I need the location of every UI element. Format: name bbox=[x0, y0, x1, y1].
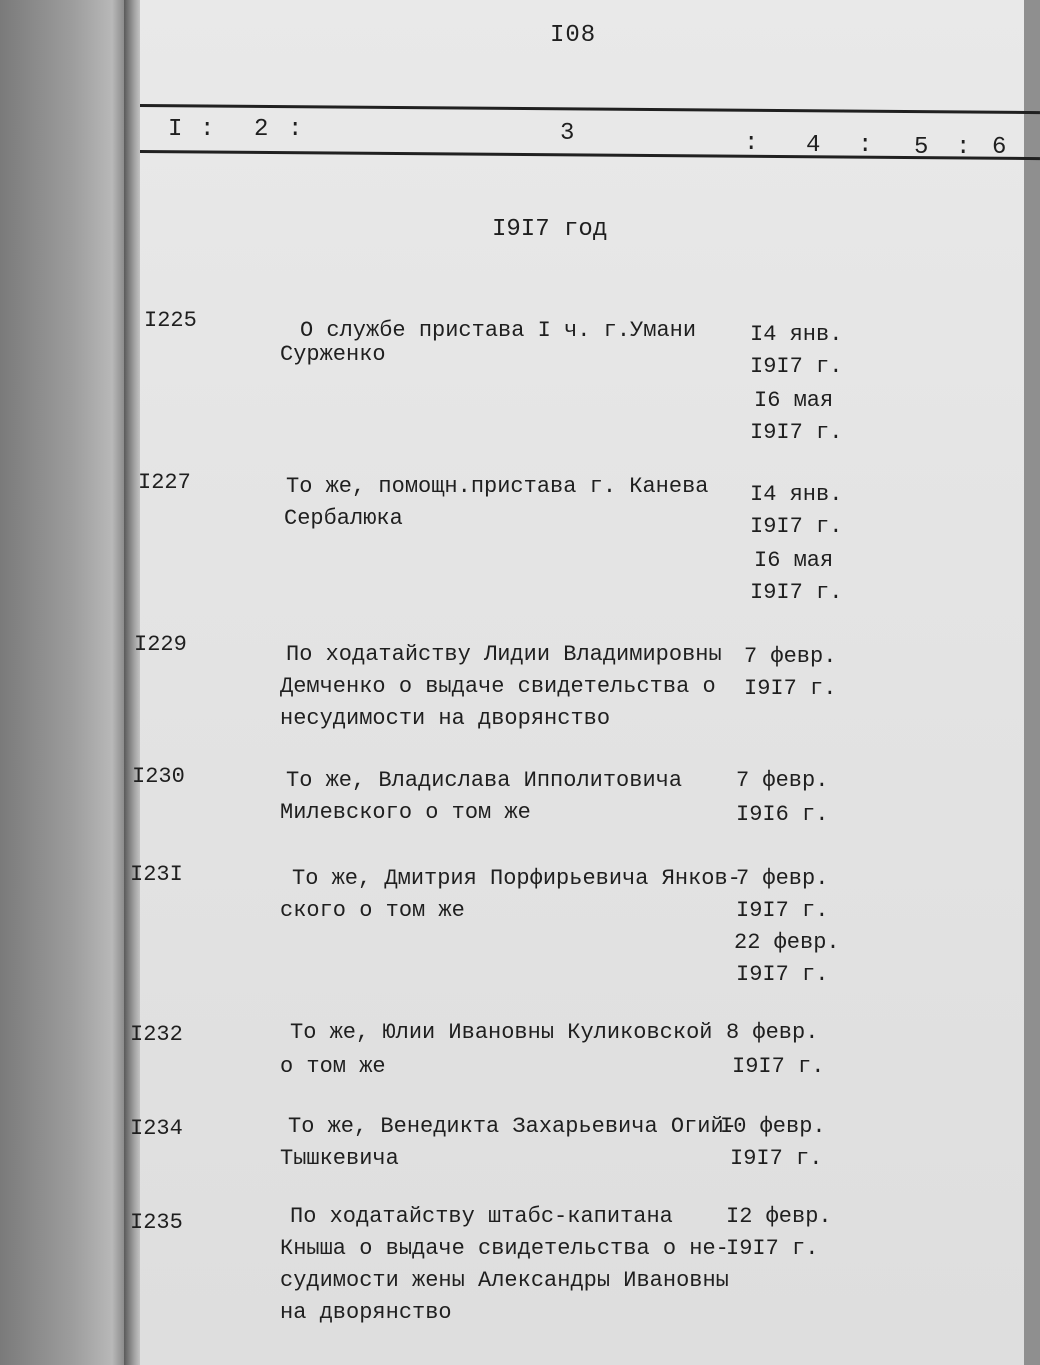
entry-text: Демченко о выдаче свидетельства о bbox=[280, 674, 716, 699]
entry-date: 22 февр. bbox=[734, 930, 840, 955]
facing-page bbox=[0, 0, 132, 1365]
entry-number: I230 bbox=[132, 764, 185, 789]
entry-date: I0 февр. bbox=[720, 1114, 826, 1139]
entry-number: I229 bbox=[134, 632, 187, 657]
entry-date: I9I7 г. bbox=[736, 898, 829, 923]
entry-text: По ходатайству Лидии Владимировны bbox=[286, 642, 722, 667]
entry-date: I9I7 г. bbox=[730, 1146, 823, 1171]
entry-number: I227 bbox=[138, 470, 191, 495]
entry-text: Сурженко bbox=[280, 342, 386, 367]
header-col-2: 2 bbox=[254, 116, 269, 143]
entry-number: I234 bbox=[130, 1116, 183, 1141]
entry-text: о том же bbox=[280, 1054, 386, 1079]
entry-text: на дворянство bbox=[280, 1300, 452, 1325]
entry-date: I9I7 г. bbox=[750, 420, 843, 445]
entry-date: I9I7 г. bbox=[732, 1054, 825, 1079]
entry-date: I6 мая bbox=[754, 548, 834, 573]
entry-text: Тышкевича bbox=[280, 1146, 399, 1171]
entry-date: I2 февр. bbox=[726, 1204, 832, 1229]
entry-text: ского о том же bbox=[280, 898, 465, 923]
entry-date: 7 февр. bbox=[736, 866, 829, 891]
header-col-6: 6 bbox=[992, 134, 1007, 161]
entry-date: I4 янв. bbox=[750, 482, 843, 507]
page-number: I08 bbox=[550, 22, 597, 49]
entry-number: I23I bbox=[130, 862, 183, 887]
entry-date: I9I7 г. bbox=[750, 580, 843, 605]
entry-date: I9I7 г. bbox=[744, 676, 837, 701]
entry-text: По ходатайству штабс-капитана bbox=[290, 1204, 673, 1229]
entry-text: То же, помощн.пристава г. Канева bbox=[286, 474, 709, 499]
header-rule-top bbox=[140, 104, 1040, 114]
header-sep: : bbox=[858, 132, 873, 159]
entry-text: То же, Дмитрия Порфирьевича Янков- bbox=[292, 866, 741, 891]
entry-date: I9I6 г. bbox=[736, 802, 829, 827]
entry-number: I235 bbox=[130, 1210, 183, 1235]
entry-text: Сербалюка bbox=[284, 506, 403, 531]
header-col-1: I bbox=[168, 116, 183, 143]
document-page bbox=[130, 0, 1024, 1365]
entry-number: I232 bbox=[130, 1022, 183, 1047]
entry-text: То же, Венедикта Захарьевича Огий- bbox=[288, 1114, 737, 1139]
entry-text: судимости жены Александры Ивановны bbox=[280, 1268, 729, 1293]
header-sep: : bbox=[956, 134, 971, 161]
entry-text: О службе пристава I ч. г.Умани bbox=[300, 318, 697, 343]
entry-date: I9I7 г. bbox=[750, 354, 843, 379]
header-col-4: 4 bbox=[806, 132, 821, 159]
header-col-5: 5 bbox=[914, 134, 929, 161]
year-heading: I9I7 год bbox=[492, 216, 608, 243]
entry-number: I225 bbox=[144, 308, 197, 333]
header-rule-bottom bbox=[140, 150, 1040, 160]
entry-text: Милевского о том же bbox=[280, 800, 531, 825]
header-col-3: 3 bbox=[560, 120, 575, 147]
header-sep: : bbox=[200, 116, 215, 143]
entry-text: То же, Юлии Ивановны Куликовской bbox=[290, 1020, 713, 1045]
entry-date: I6 мая bbox=[754, 388, 834, 413]
entry-date: I9I7 г. bbox=[726, 1236, 819, 1261]
entry-date: 8 февр. bbox=[726, 1020, 819, 1045]
entry-text: несудимости на дворянство bbox=[280, 706, 611, 731]
entry-date: I9I7 г. bbox=[750, 514, 843, 539]
entry-date: 7 февр. bbox=[736, 768, 829, 793]
entry-date: I9I7 г. bbox=[736, 962, 829, 987]
entry-text: Кныша о выдаче свидетельства о не- bbox=[280, 1236, 729, 1261]
entry-text: То же, Владислава Ипполитовича bbox=[286, 768, 683, 793]
header-sep: : bbox=[288, 116, 303, 143]
entry-date: 7 февр. bbox=[744, 644, 837, 669]
header-sep: : bbox=[744, 130, 759, 157]
entry-date: I4 янв. bbox=[750, 322, 843, 347]
